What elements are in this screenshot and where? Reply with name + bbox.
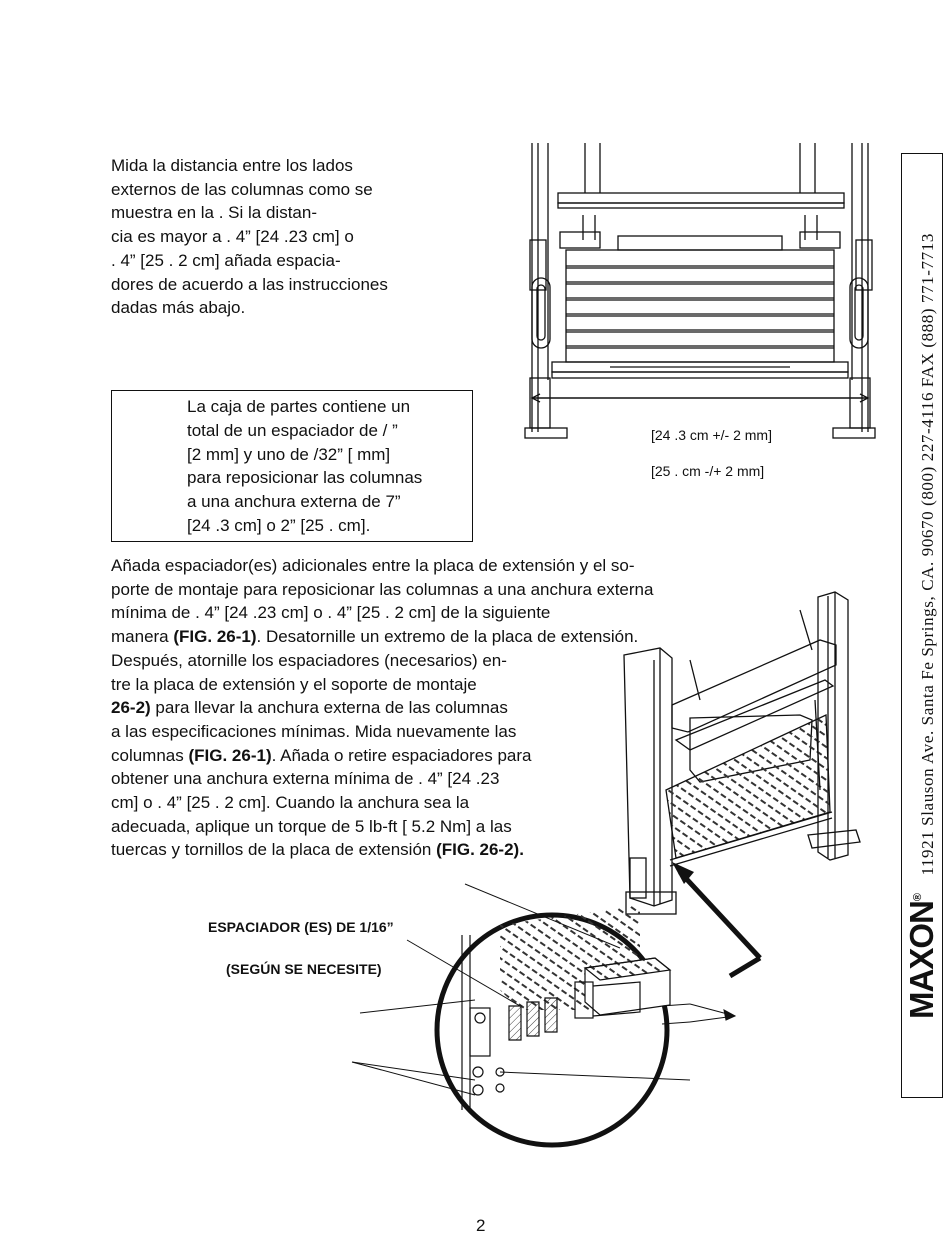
instr-line: mínima de . 4” [24 .23 cm] o . 4” [25 . 2 cm] de la siguiente	[111, 603, 551, 623]
intro-line: . 4” [25 . 2 cm] añada espacia-	[111, 250, 341, 270]
note-line: a una anchura externa de 7”	[187, 492, 401, 512]
instr-line: Añada espaciador(es) adicionales entre la placa de extensión y el so-	[111, 556, 635, 575]
spacer-detail-view	[437, 905, 690, 1145]
sidebar-content	[903, 233, 941, 1019]
maxon-logo	[903, 894, 940, 1019]
instr-text: . Desatornille un extremo de la placa de extensión.	[256, 627, 639, 647]
measurement-label-1: [24 .3 cm +/- 2 mm]	[651, 427, 772, 443]
intro-line: cia es mayor a . 4” [24 .23 cm] o	[111, 227, 354, 247]
liftgate-front-view	[525, 143, 875, 438]
instr-text: columnas	[111, 745, 189, 765]
instr-text: tuercas y tornillos de la placa de extensión	[111, 840, 437, 860]
measurement-label-2: [25 . cm -/+ 2 mm]	[651, 463, 765, 479]
fig-ref: (FIG. 26-2).	[436, 840, 524, 860]
spacer-callout-note: (SEGÚN SE NECESITE)	[226, 961, 382, 977]
spacer-callout-label: ESPACIADOR (ES) DE 1/16”	[208, 919, 394, 935]
intro-line: dores de acuerdo a las instrucciones	[111, 274, 388, 294]
intro-line: Mida la distancia entre los lados	[111, 156, 353, 175]
note-line: La caja de partes contiene un	[187, 397, 411, 416]
instr-line: Después, atornille los espaciadores (necesarios) en-	[111, 650, 507, 670]
instr-line: tre la placa de extensión y el soporte de montaje	[111, 674, 477, 694]
fig-ref: (FIG. 26-1)	[173, 627, 257, 647]
brand-name: MAXON	[903, 901, 940, 1019]
intro-line: dadas más abajo.	[111, 298, 246, 318]
note-line: [2 mm] y uno de /32” [ mm]	[187, 444, 391, 464]
instr-line: porte de montaje para reposicionar las columnas a una anchura externa	[111, 579, 654, 599]
company-address: 11921 Slauson Ave. Santa Fe Springs, CA. 90670 (800) 227-4116 FAX (888) 771-7713	[918, 233, 937, 876]
instr-line: obtener una anchura externa mínima de . 4” [24 .23	[111, 769, 500, 789]
instr-line: adecuada, aplique un torque de 5 lb-ft [ 5.2 Nm] a las	[111, 816, 512, 836]
intro-line: muestra en la . Si la distan-	[111, 203, 317, 223]
page-number: 2	[476, 1216, 486, 1235]
detail-arrow	[672, 862, 760, 976]
instr-text: para llevar la anchura externa de las columnas	[150, 698, 508, 718]
trademark-symbol: ®	[912, 894, 924, 902]
instr-line: cm] o . 4” [25 . 2 cm]. Cuando la anchura sea la	[111, 793, 470, 813]
note-line: [24 .3 cm] o 2” [25 . cm].	[187, 515, 371, 535]
instr-line: a las especificaciones mínimas. Mida nuevamente las	[111, 721, 517, 741]
fig-ref: 26-2)	[111, 698, 151, 718]
note-line: total de un espaciador de / ”	[187, 420, 398, 440]
instr-text: . Añada o retire espaciadores para	[271, 745, 532, 765]
intro-line: externos de las columnas como se	[111, 179, 373, 199]
note-line: para reposicionar las columnas	[187, 468, 423, 488]
instr-text: manera	[111, 627, 174, 647]
liftgate-perspective-view	[624, 592, 860, 914]
fig-ref: (FIG. 26-1)	[188, 745, 272, 765]
